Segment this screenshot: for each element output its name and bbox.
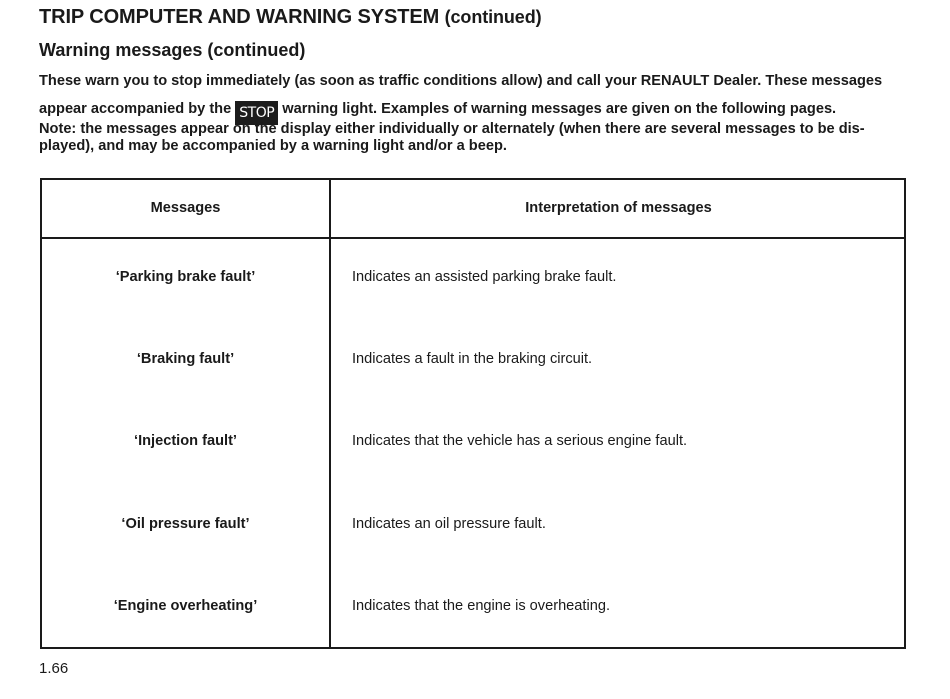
table-row xyxy=(42,269,904,293)
message-cell: ‘Braking fault’ xyxy=(136,351,235,367)
page-number: 1.66 xyxy=(39,660,69,677)
interpretation-cell: Indicates that the engine is overheating. xyxy=(352,598,610,614)
intro-text-a: These warn you to stop immediately (as soon as traffic conditions allow) and call your RENAULT Dealer. These messages appear accompanied by the xyxy=(39,73,883,117)
message-cell: ‘Engine overheating’ xyxy=(113,598,258,614)
table-row xyxy=(42,433,904,457)
section-title: Warning messages (continued) xyxy=(39,40,306,60)
table-header-messages: Messages xyxy=(150,200,221,216)
table-row xyxy=(42,598,904,622)
note-paragraph: Note: the messages appear on the display either individually or alternately (when there are several messages to be dis-played), and may be accompanied by a warning light and/or a beep. xyxy=(39,121,865,154)
intro-text-b: warning light. Examples of warning messages are given on the following pages. xyxy=(282,101,837,117)
interpretation-cell: Indicates a fault in the braking circuit. xyxy=(352,351,593,367)
table-header-divider xyxy=(42,237,904,239)
page-title-text: TRIP COMPUTER AND WARNING SYSTEM xyxy=(39,6,440,28)
table-row xyxy=(42,351,904,375)
interpretation-cell: Indicates an assisted parking brake fault. xyxy=(352,269,617,285)
table-row xyxy=(42,516,904,540)
interpretation-cell: Indicates an oil pressure fault. xyxy=(352,516,546,532)
message-cell: ‘Oil pressure fault’ xyxy=(121,516,250,532)
page-title-suffix: (continued) xyxy=(444,7,542,27)
intro-paragraph xyxy=(39,67,914,125)
table-column-divider xyxy=(329,180,331,647)
stop-warning-light-icon: STOP xyxy=(235,101,278,125)
message-cell: ‘Injection fault’ xyxy=(134,433,237,449)
page-title xyxy=(39,6,542,29)
interpretation-cell: Indicates that the vehicle has a serious engine fault. xyxy=(352,433,688,449)
table-header-interpretation: Interpretation of messages xyxy=(525,200,712,216)
message-cell: ‘Parking brake fault’ xyxy=(115,269,256,285)
warning-messages-table xyxy=(40,178,906,649)
